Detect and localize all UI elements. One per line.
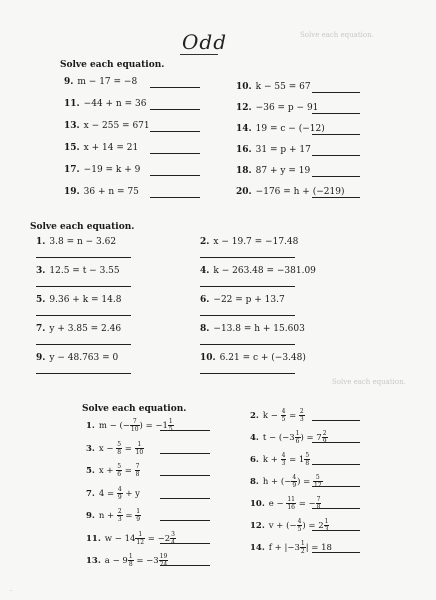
equation-part: ) = 7 <box>300 433 322 443</box>
fraction-numerator: 1 <box>136 508 141 515</box>
s1-left-problem <box>64 77 137 87</box>
ghost-text-mid: Solve each equation. <box>332 378 406 386</box>
ghost-text-top: Solve each equation. <box>300 31 374 39</box>
answer-line[interactable] <box>160 475 210 476</box>
problem-number: 7. <box>86 488 95 499</box>
s3-right-problem <box>250 408 305 423</box>
problem-number: 14. <box>250 543 265 553</box>
fraction-numerator: 3 <box>171 530 175 538</box>
problem-number: 19. <box>64 187 80 197</box>
answer-line[interactable] <box>150 197 200 198</box>
fraction-denominator: 8 <box>316 504 321 511</box>
problem-number: 1. <box>36 237 46 247</box>
problem-equation: k − 263.48 = −381.09 <box>213 266 316 276</box>
equation-part: = − <box>296 499 316 509</box>
problem-number: 12. <box>236 103 252 113</box>
fraction <box>135 441 145 456</box>
answer-line[interactable] <box>312 92 360 93</box>
answer-line[interactable] <box>160 453 210 454</box>
s1-left-problem <box>64 99 146 109</box>
equation-part: x − <box>98 443 117 454</box>
problem-number: 20. <box>236 187 252 197</box>
problem-equation: 3.8 = n − 3.62 <box>49 237 117 247</box>
fraction-numerator: 4 <box>297 518 302 525</box>
fraction-numerator: 7 <box>135 463 140 470</box>
s2-left-problem <box>36 353 118 363</box>
fraction-denominator: 2 <box>300 548 305 555</box>
problem-equation: 87 + y = 19 <box>255 166 311 176</box>
fraction-numerator: 2 <box>322 430 327 437</box>
fraction-denominator: 9 <box>136 516 141 523</box>
problem-number: 2. <box>250 411 259 421</box>
s1-left-problem <box>64 121 150 131</box>
s2-right-problem <box>200 353 306 363</box>
s1-right-problem <box>236 145 311 155</box>
fraction-numerator: 1 <box>300 540 305 547</box>
answer-line[interactable] <box>312 552 360 553</box>
s3-left-problem <box>86 553 168 568</box>
equation-part: 4 = <box>98 488 117 499</box>
problem-equation: x + 14 = 21 <box>83 143 139 153</box>
problem-number: 9. <box>64 77 74 87</box>
s3-left-problem <box>86 463 140 478</box>
fraction-numerator: 1 <box>168 418 173 425</box>
s2-right-problem <box>200 237 298 247</box>
answer-line[interactable] <box>200 315 295 316</box>
answer-line[interactable] <box>200 286 295 287</box>
fraction-numerator: 1 <box>135 441 145 449</box>
answer-line[interactable] <box>36 315 131 316</box>
fraction-denominator: 9 <box>292 482 297 489</box>
problem-equation: −19 = k + 9 <box>83 165 141 175</box>
problem-number: 8. <box>250 477 259 487</box>
answer-line[interactable] <box>312 134 360 135</box>
answer-line[interactable] <box>150 109 200 110</box>
s3-right-problem <box>250 496 321 511</box>
problem-number: 15. <box>64 143 80 153</box>
fraction-denominator: 9 <box>117 493 122 501</box>
problem-equation: x − 255 = 671 <box>83 121 150 131</box>
equation-part: k − <box>262 411 281 421</box>
problem-number: 10. <box>236 82 252 92</box>
answer-line[interactable] <box>200 257 295 258</box>
answer-line[interactable] <box>36 373 131 374</box>
equation-part: = −2 <box>145 533 171 544</box>
problem-equation: −44 + n = 36 <box>83 99 147 109</box>
answer-line[interactable] <box>36 286 131 287</box>
s2-left-problem <box>36 295 121 305</box>
fraction-numerator: 2 <box>299 408 304 415</box>
fraction-denominator: 12 <box>136 538 145 546</box>
section2-title: Solve each equation. <box>30 222 135 232</box>
answer-line[interactable] <box>160 565 210 566</box>
scan-mark: · <box>10 588 12 595</box>
equation-part: e − <box>268 499 287 509</box>
s1-right-problem <box>236 103 318 113</box>
equation-part: a − 9 <box>104 556 128 566</box>
equation-part: = <box>122 443 135 454</box>
problem-number: 5. <box>36 295 46 305</box>
problem-number: 6. <box>250 455 259 465</box>
problem-number: 8. <box>200 324 210 334</box>
fraction <box>130 418 140 433</box>
answer-line[interactable] <box>312 197 360 198</box>
answer-line[interactable] <box>200 344 295 345</box>
s1-left-problem <box>64 187 139 197</box>
problem-equation: y − 48.763 = 0 <box>49 353 119 363</box>
s2-right-problem <box>200 266 316 276</box>
problem-number: 16. <box>236 145 252 155</box>
problem-equation: 9.36 + k = 14.8 <box>49 295 122 305</box>
equation-part: = <box>122 466 135 476</box>
fraction-numerator: 1 <box>324 518 329 525</box>
fraction-numerator: 5 <box>117 440 122 448</box>
problem-number: 14. <box>236 124 252 134</box>
s2-left-problem <box>36 324 121 334</box>
fraction-numerator: 4 <box>281 408 286 415</box>
equation-part: = 1 <box>286 455 305 465</box>
problem-equation: −13.8 = h + 15.603 <box>213 324 305 334</box>
fraction-denominator: 4 <box>171 538 175 546</box>
problem-equation: 36 + n = 75 <box>83 187 139 197</box>
problem-equation: −36 = p − 91 <box>255 103 319 113</box>
fraction-numerator: 5 <box>117 463 122 470</box>
problem-number: 4. <box>200 266 210 276</box>
equation-part: k + <box>262 455 281 465</box>
fraction-denominator: 3 <box>281 460 286 467</box>
section3-title: Solve each equation. <box>82 404 187 414</box>
answer-line[interactable] <box>312 508 360 509</box>
s2-right-problem <box>200 324 305 334</box>
fraction-numerator: 1 <box>135 531 145 539</box>
equation-part: ) = <box>297 477 313 487</box>
problem-number: 9. <box>86 511 95 521</box>
answer-line[interactable] <box>150 87 200 88</box>
fraction-denominator: 16 <box>287 504 295 511</box>
problem-number: 3. <box>86 443 95 454</box>
fraction-denominator: 5 <box>297 526 302 533</box>
fraction-denominator: 12 <box>314 482 322 489</box>
answer-line[interactable] <box>150 153 200 154</box>
s3-left-problem <box>86 508 141 523</box>
fraction-numerator: 4 <box>117 485 122 493</box>
answer-line[interactable] <box>160 543 210 544</box>
problem-number: 5. <box>86 466 95 476</box>
fraction-denominator: 8 <box>128 561 133 568</box>
fraction-denominator: 8 <box>135 471 140 478</box>
equation-part: | = 18 <box>305 543 332 553</box>
fraction <box>135 463 141 478</box>
fraction-denominator: 3 <box>117 516 122 523</box>
fraction <box>304 452 310 467</box>
problem-equation: x − 19.7 = −17.48 <box>213 237 299 247</box>
s2-left-problem <box>36 237 116 247</box>
problem-equation: −176 = h + (−219) <box>255 187 345 197</box>
problem-number: 10. <box>250 499 265 509</box>
equation-part: n + <box>98 511 117 521</box>
section1-title: Solve each equation. <box>60 60 165 70</box>
fraction-denominator: 9 <box>322 438 327 445</box>
problem-number: 3. <box>36 266 46 276</box>
fraction-numerator: 2 <box>117 508 122 515</box>
answer-line[interactable] <box>36 257 131 258</box>
s2-left-problem <box>36 266 120 276</box>
problem-number: 2. <box>200 237 210 247</box>
problem-equation: 31 = p + 17 <box>255 145 311 155</box>
answer-line[interactable] <box>312 113 360 114</box>
problem-equation: m − 17 = −8 <box>77 77 138 87</box>
problem-equation: 6.21 = c + (−3.48) <box>219 353 306 363</box>
fraction-numerator: 1 <box>295 430 300 437</box>
problem-number: 7. <box>36 324 46 334</box>
problem-equation: y + 3.85 = 2.46 <box>49 324 122 334</box>
equation-part: ) = −1 <box>139 421 168 431</box>
fraction <box>286 496 296 511</box>
handwritten-underline <box>180 54 218 55</box>
answer-line[interactable] <box>312 155 360 156</box>
s3-left-problem <box>86 486 140 501</box>
equation-part: + y <box>122 488 140 499</box>
s1-right-problem <box>236 187 344 197</box>
answer-line[interactable] <box>150 175 200 176</box>
fraction-denominator: 5 <box>281 416 286 423</box>
problem-equation: 12.5 = t − 3.55 <box>49 266 120 276</box>
fraction-numerator: 5 <box>305 452 310 459</box>
problem-equation: 19 = c − (−12) <box>255 124 325 134</box>
equation-part: w − 14 <box>104 533 136 544</box>
fraction-denominator: 6 <box>295 438 300 445</box>
s1-right-problem <box>236 82 311 92</box>
fraction-numerator: 7 <box>130 418 140 426</box>
answer-line[interactable] <box>160 498 210 499</box>
answer-line[interactable] <box>312 464 360 465</box>
s1-left-problem <box>64 165 140 175</box>
s1-right-problem <box>236 124 325 134</box>
answer-line[interactable] <box>160 430 210 431</box>
s3-right-problem <box>250 452 310 467</box>
problem-number: 17. <box>64 165 80 175</box>
answer-line[interactable] <box>312 486 360 487</box>
answer-line[interactable] <box>312 442 360 443</box>
problem-number: 13. <box>86 556 101 566</box>
equation-part: t − (−3 <box>262 433 295 443</box>
fraction-numerator: 4 <box>281 452 286 459</box>
fraction-numerator: 5 <box>313 474 323 482</box>
answer-line[interactable] <box>312 176 360 177</box>
answer-line[interactable] <box>150 131 200 132</box>
s1-left-problem <box>64 143 138 153</box>
answer-line[interactable] <box>312 420 360 421</box>
problem-number: 4. <box>250 433 259 443</box>
s1-right-problem <box>236 166 310 176</box>
fraction-denominator: 10 <box>135 448 144 456</box>
fraction-numerator: 1 <box>128 553 133 560</box>
fraction-numerator: 7 <box>316 496 321 503</box>
problem-number: 1. <box>86 421 95 431</box>
fraction-denominator: 3 <box>324 526 329 533</box>
answer-line[interactable] <box>200 373 295 374</box>
equation-part: h + (− <box>262 477 292 487</box>
s2-right-problem <box>200 295 285 305</box>
problem-number: 11. <box>64 99 80 109</box>
problem-number: 11. <box>86 533 101 544</box>
problem-number: 9. <box>36 353 46 363</box>
equation-part: m − (− <box>98 421 130 431</box>
fraction-denominator: 8 <box>117 448 122 456</box>
fraction-numerator: 19 <box>159 553 168 560</box>
equation-part: f + |−3 <box>268 543 300 553</box>
equation-part: v + (− <box>268 521 297 531</box>
fraction-numerator: 11 <box>287 496 295 503</box>
fraction-denominator: 5 <box>168 426 173 433</box>
fraction-numerator: 4 <box>292 474 297 481</box>
problem-number: 10. <box>200 353 216 363</box>
answer-line[interactable] <box>160 520 210 521</box>
problem-number: 12. <box>250 521 265 531</box>
equation-part: ) = 2 <box>302 521 324 531</box>
problem-number: 13. <box>64 121 80 131</box>
fraction <box>135 508 141 523</box>
problem-equation: k − 55 = 67 <box>255 82 311 92</box>
equation-part: = <box>286 411 299 421</box>
fraction-denominator: 6 <box>117 471 122 478</box>
s3-left-problem <box>86 441 144 456</box>
equation-part: x + <box>98 466 117 476</box>
handwritten-note: Odd <box>182 30 228 54</box>
problem-number: 18. <box>236 166 252 176</box>
fraction-denominator: 3 <box>299 416 304 423</box>
answer-line[interactable] <box>312 530 360 531</box>
fraction <box>135 531 145 546</box>
fraction-denominator: 10 <box>130 426 139 433</box>
answer-line[interactable] <box>36 344 131 345</box>
fraction <box>299 408 305 423</box>
equation-part: = <box>122 511 136 521</box>
equation-part: = −3 <box>133 556 159 566</box>
problem-equation: −22 = p + 13.7 <box>213 295 285 305</box>
problem-number: 6. <box>200 295 210 305</box>
fraction-denominator: 24 <box>159 561 168 568</box>
fraction-denominator: 8 <box>305 460 310 467</box>
